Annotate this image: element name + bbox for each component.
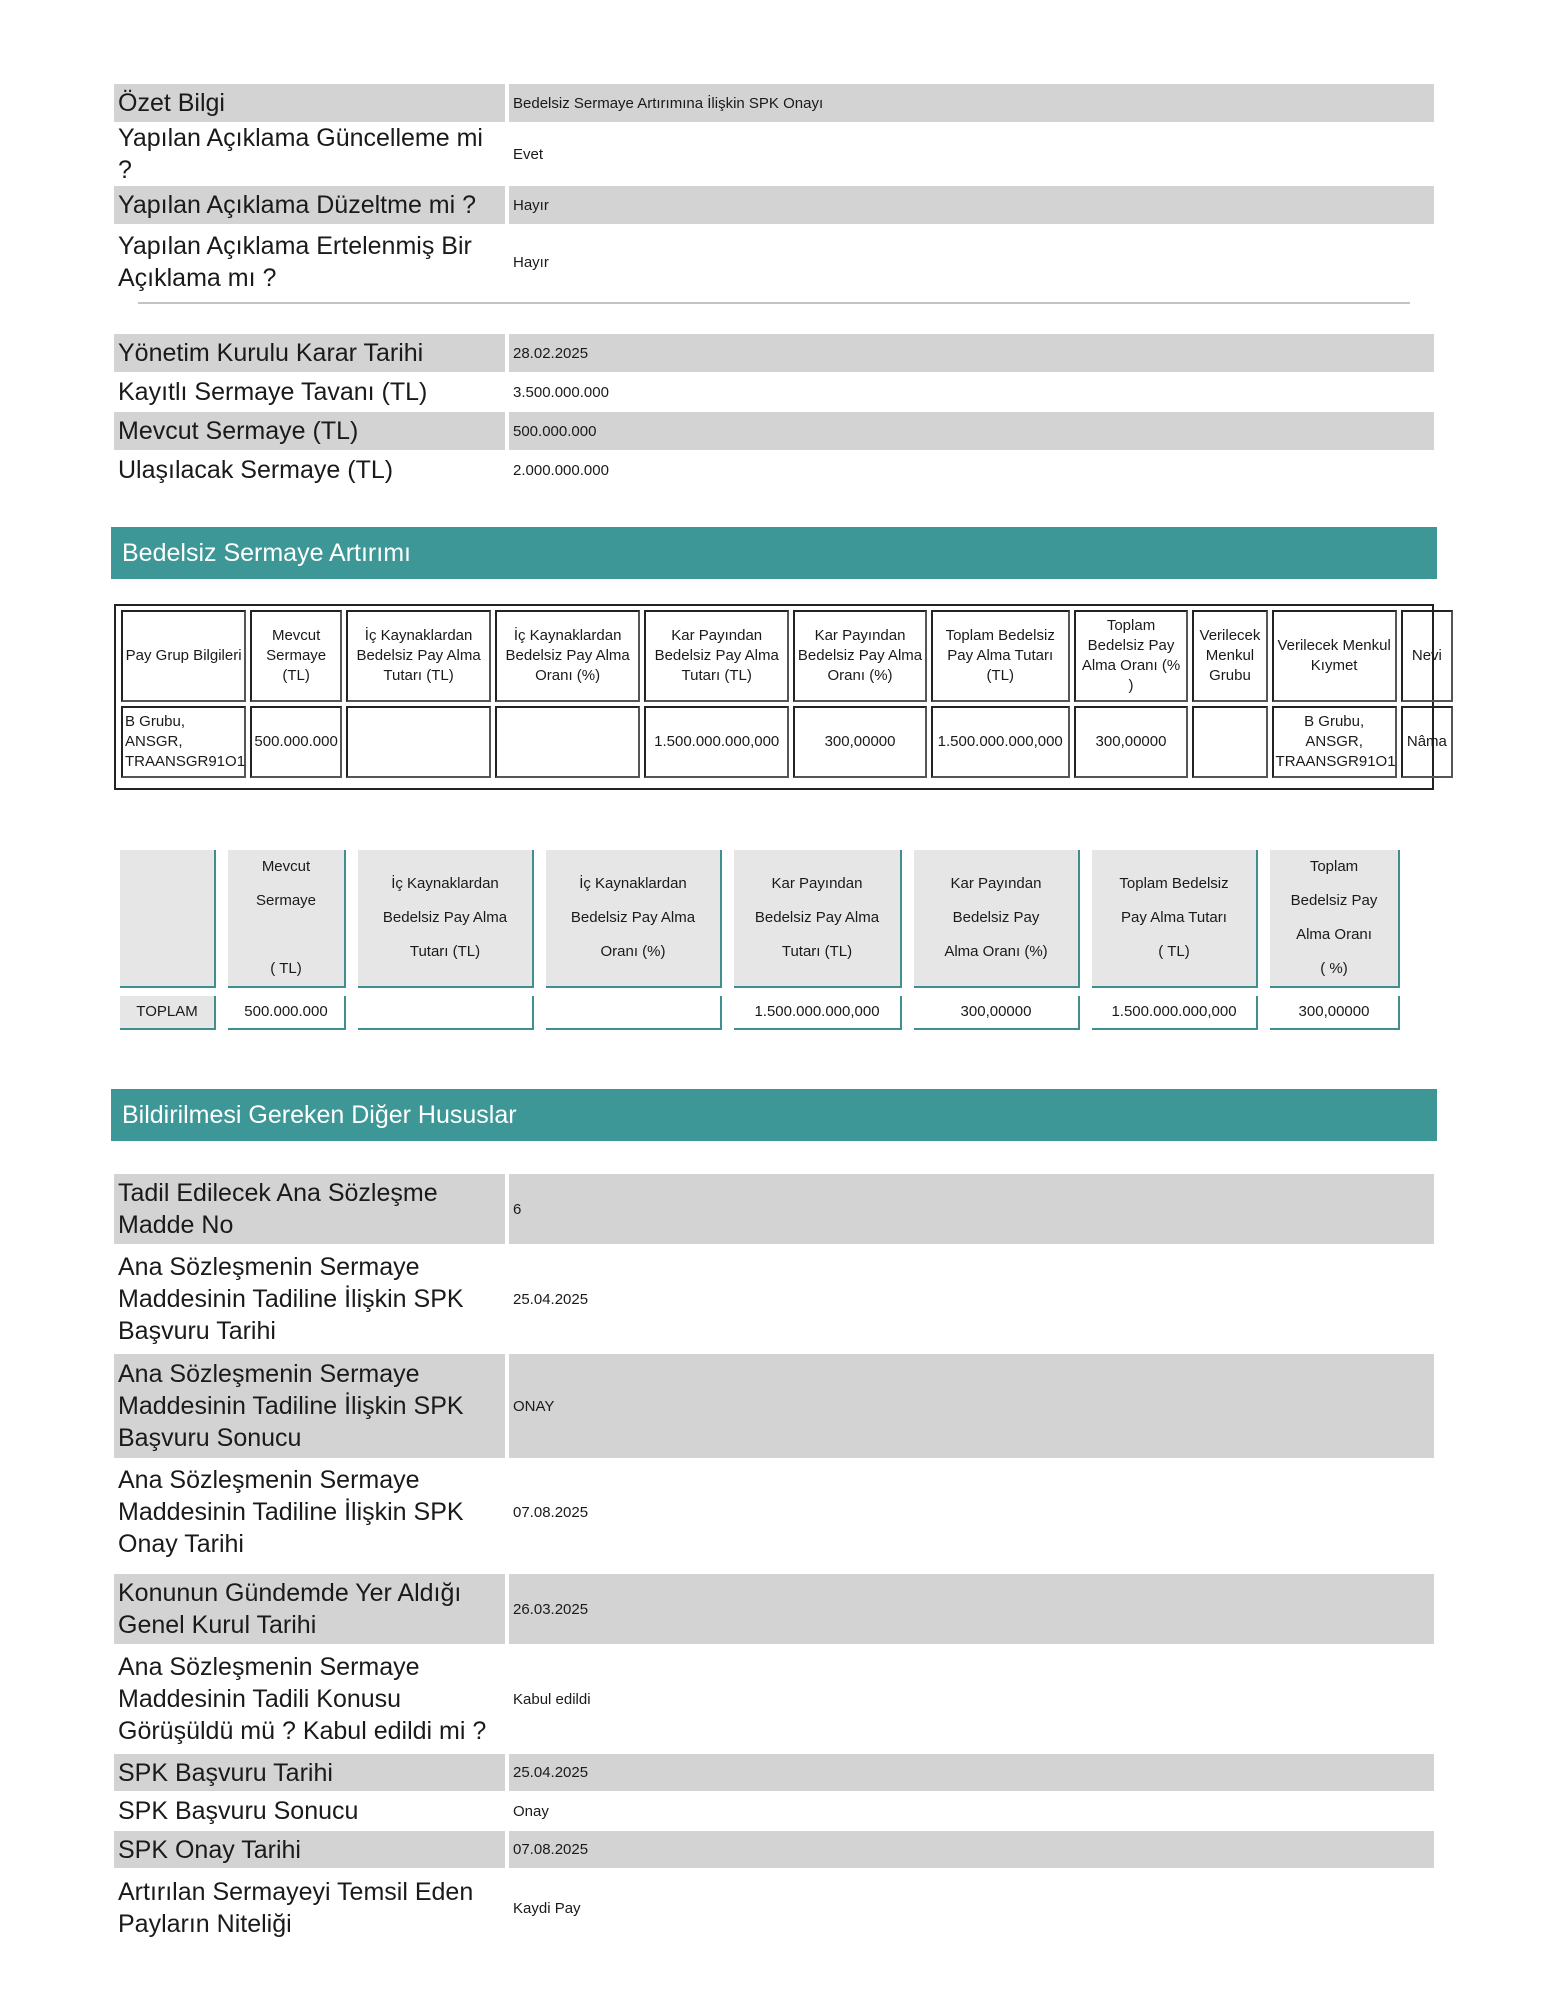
column-header: Mevcut Sermaye (TL) (250, 610, 342, 702)
column-header: Mevcut Sermaye ( TL) (228, 850, 346, 988)
field-label: SPK Onay Tarihi (114, 1831, 507, 1868)
field-value: 3.500.000.000 (507, 372, 1434, 412)
table-row (114, 372, 1434, 412)
column-header: Verilecek Menkul Kıymet (1272, 610, 1397, 702)
table-row (114, 1354, 1434, 1458)
field-label: Ana Sözleşmenin Sermaye Maddesinin Tadiline İlişkin SPK Başvuru Sonucu (114, 1354, 507, 1458)
column-header: Toplam Bedelsiz Pay Alma Tutarı ( TL) (1092, 850, 1258, 988)
table-row (114, 1174, 1434, 1244)
table-cell: B Grubu, ANSGR, TRAANSGR91O1 (1272, 706, 1397, 778)
column-header: İç Kaynaklardan Bedelsiz Pay Alma Oranı (%) (495, 610, 640, 702)
column-header: Kar Payından Bedelsiz Pay Alma Tutarı (TL) (734, 850, 902, 988)
table-header-row (120, 850, 1400, 988)
table-row (114, 1244, 1434, 1354)
table-row (114, 186, 1434, 224)
table-row (114, 1574, 1434, 1644)
totals-label: TOPLAM (120, 996, 216, 1030)
table-cell (358, 996, 534, 1030)
section-header-other: Bildirilmesi Gereken Diğer Hususlar (111, 1089, 1437, 1141)
field-label: SPK Başvuru Sonucu (118, 1797, 359, 1825)
field-label: Özet Bilgi (114, 84, 507, 122)
column-header: Nevi (1401, 610, 1453, 702)
column-header: İç Kaynaklardan Bedelsiz Pay Alma Oranı (%) (546, 850, 722, 988)
field-label: Tadil Edilecek Ana Sözleşme Madde No (114, 1174, 507, 1244)
table-cell: 1.500.000.000,000 (1092, 996, 1258, 1030)
table-row (114, 84, 1434, 122)
table-row (114, 450, 1434, 490)
summary-table (114, 84, 1434, 300)
field-label: Mevcut Sermaye (TL) (114, 412, 507, 450)
field-value: Hayır (507, 186, 1434, 224)
field-value: 28.02.2025 (507, 334, 1434, 372)
table-cell: 1.500.000.000,000 (644, 706, 789, 778)
field-label: Ana Sözleşmenin Sermaye Maddesinin Tadili Konusu Görüşüldü mü ? Kabul edildi mi ? (118, 1653, 487, 1745)
field-value: 07.08.2025 (507, 1831, 1434, 1868)
table-row (114, 224, 1434, 300)
table-cell (495, 706, 640, 778)
column-header: Toplam Bedelsiz Pay Alma Tutarı (TL) (931, 610, 1070, 702)
field-value: Bedelsiz Sermaye Artırımına İlişkin SPK Onayı (507, 84, 1434, 122)
table-row (114, 1458, 1434, 1566)
other-matters-table (114, 1174, 1434, 1566)
section-header-bedelsiz: Bedelsiz Sermaye Artırımı (111, 527, 1437, 579)
field-label: Ana Sözleşmenin Sermaye Maddesinin Tadiline İlişkin SPK Onay Tarihi (118, 1466, 464, 1558)
totals-row (120, 996, 1400, 1030)
field-label: Kayıtlı Sermaye Tavanı (TL) (118, 378, 428, 406)
field-value: Onay (507, 1791, 1434, 1831)
column-header: Toplam Bedelsiz Pay Alma Oranı ( %) (1270, 850, 1400, 988)
table-row (114, 412, 1434, 450)
field-value: Hayır (507, 224, 1434, 300)
table-cell: 500.000.000 (228, 996, 346, 1030)
table-cell: 300,00000 (1074, 706, 1189, 778)
field-value: 26.03.2025 (507, 1574, 1434, 1644)
column-header: Kar Payından Bedelsiz Pay Alma Oranı (%) (914, 850, 1080, 988)
field-label: Artırılan Sermayeyi Temsil Eden Payların Niteliği (118, 1878, 474, 1938)
table-cell (546, 996, 722, 1030)
capital-table (114, 334, 1434, 490)
totals-table (108, 842, 1412, 1038)
share-group-table (114, 604, 1447, 790)
table-cell: 300,00000 (914, 996, 1080, 1030)
table-cell: 1.500.000.000,000 (734, 996, 902, 1030)
field-value: Kaydi Pay (507, 1868, 1434, 1948)
table-row (114, 334, 1434, 372)
table-row (114, 1644, 1434, 1754)
table-header-row (121, 610, 1453, 702)
table-cell (346, 706, 491, 778)
table-cell: B Grubu, ANSGR, TRAANSGR91O1 (121, 706, 246, 778)
field-label: Yapılan Açıklama Ertelenmiş Bir Açıklama mı ? (118, 232, 472, 292)
table-row (114, 1791, 1434, 1831)
field-value: Kabul edildi (507, 1644, 1434, 1754)
table-cell: Nâma (1401, 706, 1453, 778)
field-label: SPK Başvuru Tarihi (114, 1754, 507, 1791)
general-meeting-table (114, 1574, 1434, 1948)
field-value: 2.000.000.000 (507, 450, 1434, 490)
table-row (114, 1831, 1434, 1868)
field-label: Yapılan Açıklama Güncelleme mi ? (118, 124, 483, 184)
table-cell: 1.500.000.000,000 (931, 706, 1070, 778)
table-row (114, 1754, 1434, 1791)
field-label: Yönetim Kurulu Karar Tarihi (114, 334, 507, 372)
field-label: Konunun Gündemde Yer Aldığı Genel Kurul Tarihi (114, 1574, 507, 1644)
field-label: Ulaşılacak Sermaye (TL) (118, 456, 394, 484)
field-value: 6 (507, 1174, 1434, 1244)
field-value: 500.000.000 (507, 412, 1434, 450)
table-row (114, 1868, 1434, 1948)
field-label: Yapılan Açıklama Düzeltme mi ? (114, 186, 507, 224)
field-label: Ana Sözleşmenin Sermaye Maddesinin Tadiline İlişkin SPK Başvuru Tarihi (118, 1253, 464, 1345)
field-value: 25.04.2025 (507, 1754, 1434, 1791)
column-header: Kar Payından Bedelsiz Pay Alma Oranı (%) (793, 610, 927, 702)
table-cell (1192, 706, 1267, 778)
column-header: Verilecek Menkul Grubu (1192, 610, 1267, 702)
column-header: Pay Grup Bilgileri (121, 610, 246, 702)
column-header (120, 850, 216, 988)
field-value: ONAY (507, 1354, 1434, 1458)
column-header: İç Kaynaklardan Bedelsiz Pay Alma Tutarı (TL) (346, 610, 491, 702)
table-row (114, 122, 1434, 186)
field-value: 25.04.2025 (507, 1244, 1434, 1354)
field-value: Evet (507, 122, 1434, 186)
column-header: Toplam Bedelsiz Pay Alma Oranı (% ) (1074, 610, 1189, 702)
column-header: İç Kaynaklardan Bedelsiz Pay Alma Tutarı (TL) (358, 850, 534, 988)
table-cell: 500.000.000 (250, 706, 342, 778)
field-value: 07.08.2025 (507, 1458, 1434, 1566)
divider (138, 302, 1410, 304)
table-row (121, 706, 1453, 778)
table-cell: 300,00000 (793, 706, 927, 778)
table-cell: 300,00000 (1270, 996, 1400, 1030)
column-header: Kar Payından Bedelsiz Pay Alma Tutarı (TL) (644, 610, 789, 702)
